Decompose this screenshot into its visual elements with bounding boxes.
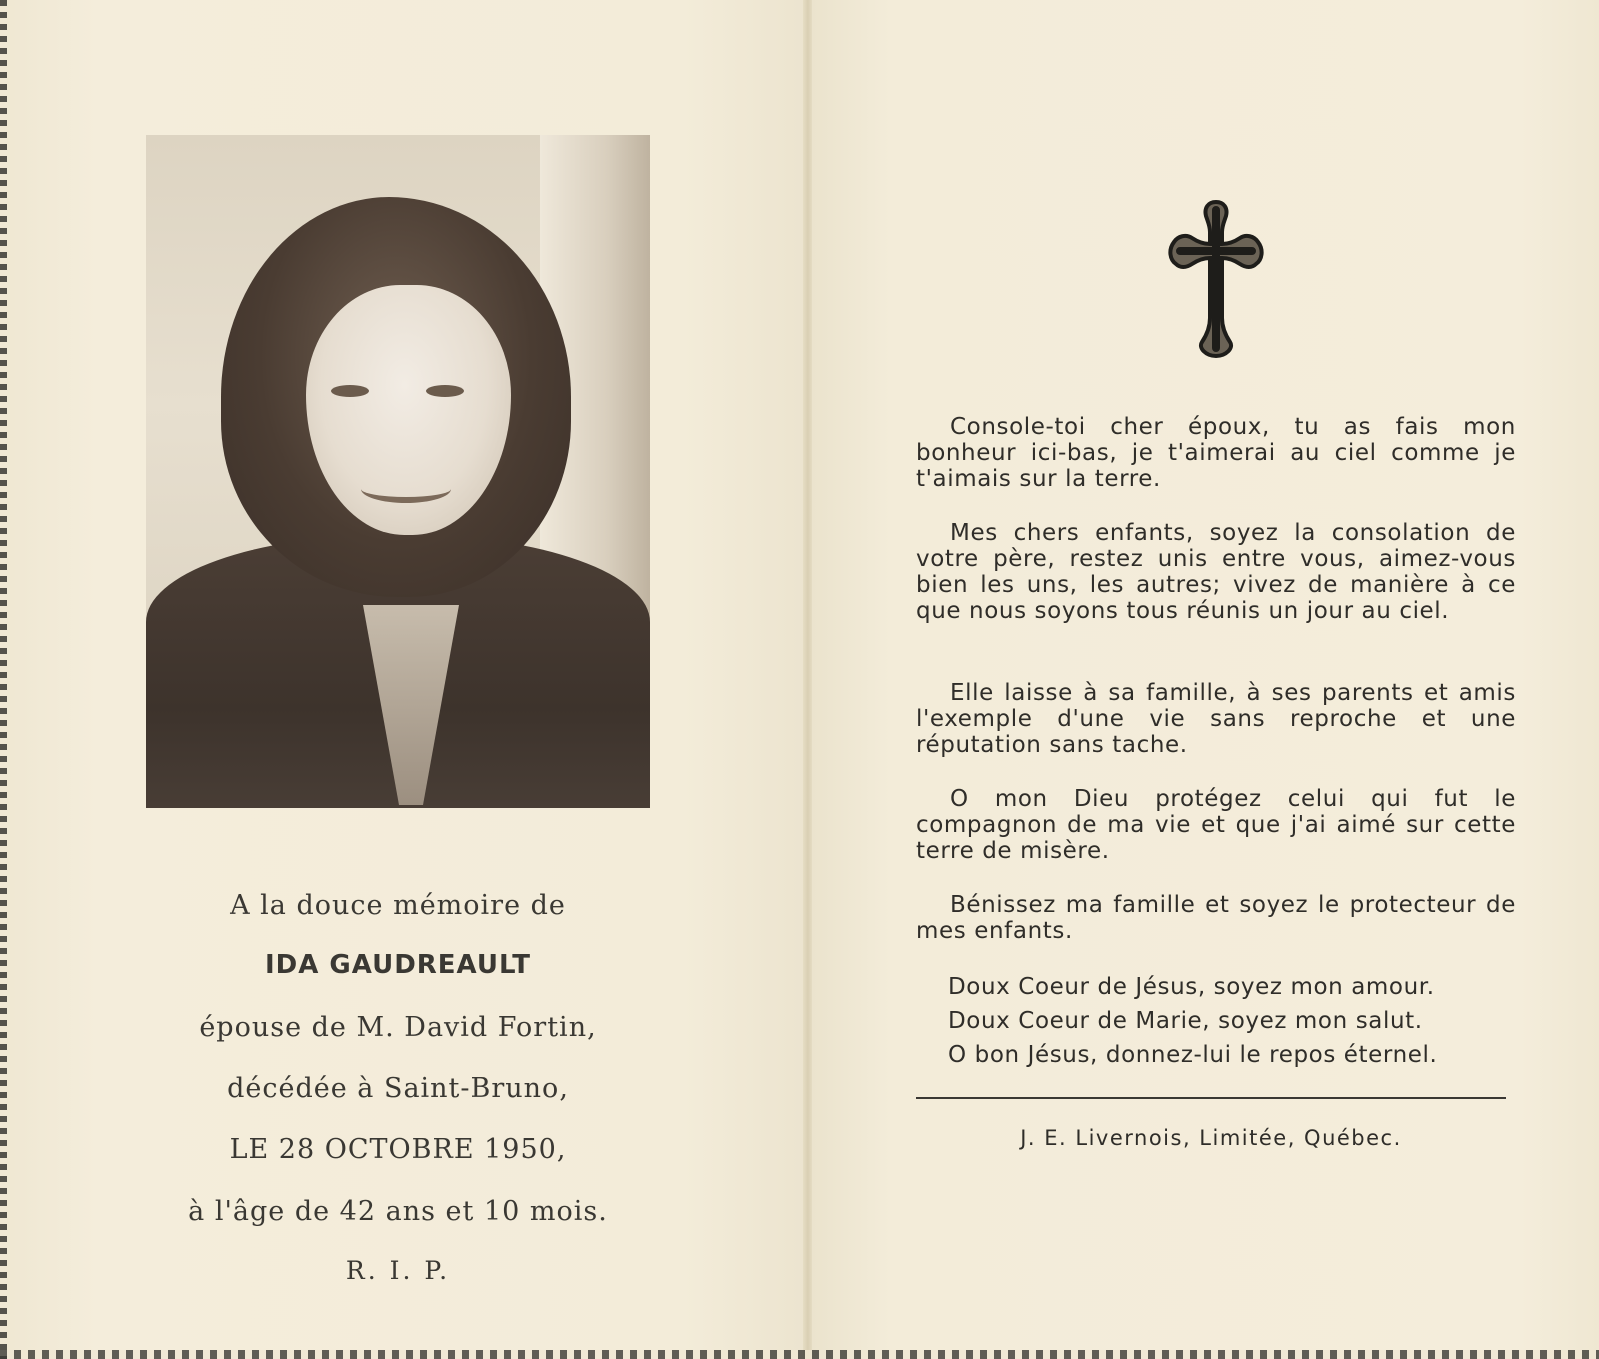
- paragraph-4: [916, 786, 1516, 864]
- portrait-eye-left: [331, 385, 369, 397]
- deckled-edge-bottom: [0, 1350, 1599, 1359]
- cross-icon: [1164, 198, 1268, 360]
- memorial-intro: A la douce mémoire de: [230, 890, 566, 921]
- paragraph-5: [916, 892, 1516, 944]
- spouse-line: épouse de M. David Fortin,: [199, 1012, 597, 1043]
- paragraph-3-text: Elle laisse à sa famille, à ses parents et amis l'exemple d'une vie sans reproche et une réputation sans tache.: [916, 680, 1516, 758]
- portrait-mouth: [361, 475, 451, 503]
- death-date: LE 28 OCTOBRE 1950,: [229, 1134, 567, 1165]
- paragraph-4-text: O mon Dieu protégez celui qui fut le compagnon de ma vie et que j'ai aimé sur cette terre de misère.: [916, 786, 1516, 864]
- printer-credit: J. E. Livernois, Limitée, Québec.: [1020, 1126, 1402, 1150]
- age-at-death: à l'âge de 42 ans et 10 mois.: [188, 1196, 608, 1227]
- closing-line-2: Doux Coeur de Marie, soyez mon salut.: [948, 1008, 1423, 1034]
- closing-line-3: O bon Jésus, donnez-lui le repos éternel.: [948, 1042, 1438, 1068]
- paragraph-1-text: Console-toi cher époux, tu as fais mon bonheur ici-bas, je t'aimerai au ciel comme je t'aimais sur la terre.: [916, 414, 1516, 492]
- paragraph-5-text: Bénissez ma famille et soyez le protecteur de mes enfants.: [916, 892, 1516, 944]
- deceased-name: IDA GAUDREAULT: [264, 950, 531, 980]
- portrait-photo: [146, 135, 650, 808]
- paragraph-3: [916, 680, 1516, 758]
- closing-line-1: Doux Coeur de Jésus, soyez mon amour.: [948, 974, 1435, 1000]
- paragraph-2-text: Mes chers enfants, soyez la consolation de votre père, restez unis entre vous, aimez-vous bien les uns, les autres; vivez de manière à ce que nous soyons tous réunis un jour au ciel.: [916, 520, 1516, 624]
- portrait-eye-right: [426, 385, 464, 397]
- death-place: décédée à Saint-Bruno,: [227, 1073, 569, 1104]
- deckled-edge-left: [0, 0, 7, 1359]
- divider-rule: [916, 1097, 1506, 1099]
- paragraph-1: [916, 414, 1516, 492]
- rip-text: R. I. P.: [345, 1256, 451, 1285]
- paragraph-2: [916, 520, 1516, 624]
